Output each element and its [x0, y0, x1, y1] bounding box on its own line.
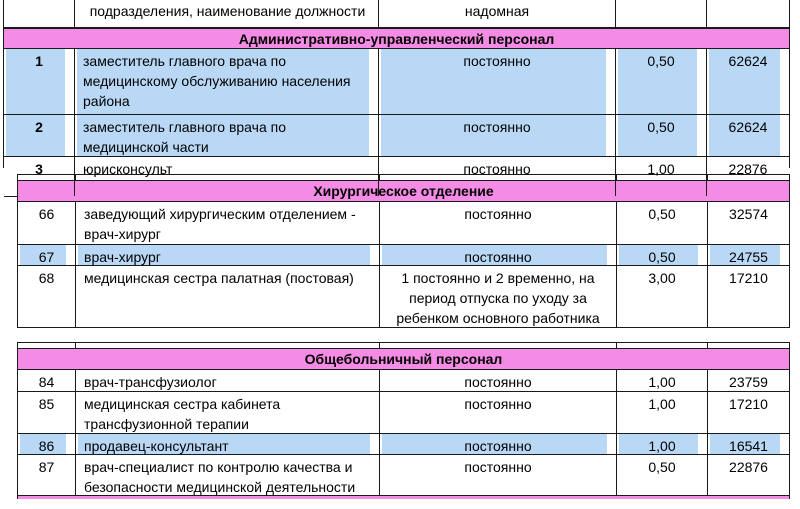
staffing-table-surgery [17, 174, 790, 328]
column-header-row [4, 0, 789, 28]
salary-cell[interactable]: 17210 [729, 396, 768, 412]
work-type-cell[interactable]: постоянно [380, 434, 617, 454]
work-type-header-text: надомная [464, 3, 530, 19]
rate-cell[interactable]: 1,00 [616, 157, 707, 196]
salary-cell[interactable]: 17210 [729, 270, 768, 286]
rate-cell[interactable]: 1,00 [617, 392, 708, 433]
work-type-cell[interactable]: 1 постоянно и 2 временно, на период отпуска по уходу за ребенком основного работника [380, 266, 617, 327]
work-type-cell[interactable]: постоянно [380, 370, 617, 391]
sliver-cell [76, 343, 380, 348]
position-cell[interactable]: заведующий хирургическим отделением - врач-хирург [76, 202, 380, 244]
sliver-cell [708, 343, 789, 348]
rate-cell[interactable]: 0,50 [617, 202, 708, 244]
row-number-cell[interactable]: 67 [18, 245, 76, 265]
rate-cell[interactable]: 0,50 [617, 245, 708, 265]
work-type-cell[interactable]: постоянно [380, 392, 617, 433]
work-type-cell[interactable]: постоянно [380, 455, 617, 495]
position-cell[interactable]: врач-специалист по контролю качества и безопасности медицинской деятельности [76, 455, 380, 495]
position-header-text: подразделения, наименование должности [89, 3, 366, 19]
rate-cell[interactable]: 3,00 [617, 266, 708, 327]
work-type-header-cell[interactable] [379, 0, 616, 27]
table-row [18, 455, 789, 496]
salary-cell[interactable]: 24755 [708, 245, 789, 265]
work-type-cell[interactable]: постоянно [379, 115, 616, 156]
number-header-cell[interactable] [4, 0, 75, 27]
salary-cell[interactable]: 62624 [707, 49, 789, 114]
position-cell[interactable]: продавец-консультант [76, 434, 380, 454]
rate-cell[interactable]: 0,50 [616, 115, 707, 156]
position-cell[interactable]: заместитель главного врача по медицинской части [75, 115, 379, 156]
table-row [4, 115, 789, 157]
row-number-cell[interactable]: 85 [18, 392, 76, 433]
staffing-table-admin [3, 0, 790, 177]
table-row [18, 202, 789, 245]
sliver-cell [380, 343, 617, 348]
sliver-cell [617, 343, 708, 348]
row-number-cell[interactable]: 2 [4, 115, 75, 156]
row-number-cell[interactable]: 84 [18, 370, 76, 391]
table-row [4, 49, 789, 115]
position-header-cell[interactable] [75, 0, 379, 27]
position-cell[interactable]: юрисконсульт [75, 157, 379, 196]
salary-cell[interactable]: 22876 [728, 161, 768, 177]
rate-cell[interactable]: 0,50 [617, 455, 708, 495]
position-cell[interactable]: врач-трансфузиолог [76, 370, 380, 391]
salary-cell[interactable]: 23759 [729, 374, 768, 390]
section-header-admin[interactable]: Административно-управленческий персонал [4, 28, 789, 49]
sliver-cell [18, 343, 76, 348]
rate-cell[interactable]: 1,00 [617, 370, 708, 391]
rate-cell[interactable]: 0,50 [616, 49, 707, 114]
salary-header-cell[interactable] [707, 0, 789, 27]
sliver-cell [708, 175, 789, 180]
table-row [18, 434, 789, 455]
section-header-general[interactable]: Общебольничный персонал [18, 349, 789, 370]
position-cell[interactable]: медицинская сестра палатная (постовая) [76, 266, 380, 327]
staffing-table-general [17, 342, 790, 499]
table-row [18, 370, 789, 392]
table-row [18, 266, 789, 328]
sliver-cell [18, 175, 76, 180]
position-cell[interactable]: медицинская сестра кабинета трансфузионной терапии [76, 392, 380, 433]
table-row [18, 392, 789, 434]
position-cell[interactable]: врач-хирург [76, 245, 380, 265]
position-cell[interactable]: заместитель главного врача по медицинскому обслуживанию населения района [75, 49, 379, 114]
sliver-cell [617, 175, 708, 180]
work-type-cell[interactable]: постоянно [379, 157, 616, 196]
row-number-cell[interactable]: 68 [18, 266, 76, 327]
table-row [18, 245, 789, 266]
row-number-cell[interactable]: 3 [4, 157, 75, 196]
salary-cell[interactable]: 32574 [729, 206, 768, 222]
sliver-cell [76, 175, 380, 180]
row-number-cell[interactable]: 1 [4, 49, 75, 114]
salary-cell[interactable]: 16541 [708, 434, 789, 454]
row-number-cell[interactable]: 86 [18, 434, 76, 454]
work-type-cell[interactable]: постоянно [380, 202, 617, 244]
sliver-cell [380, 175, 617, 180]
rate-cell[interactable]: 1,00 [617, 434, 708, 454]
rate-header-cell[interactable] [616, 0, 707, 27]
salary-cell[interactable]: 22876 [729, 459, 768, 475]
row-number-cell[interactable]: 87 [18, 455, 76, 495]
salary-cell[interactable]: 62624 [707, 115, 789, 156]
row-number-cell[interactable]: 66 [18, 202, 76, 244]
section-header-surgery[interactable]: Хирургическое отделение [18, 181, 789, 202]
work-type-cell[interactable]: постоянно [379, 49, 616, 114]
work-type-cell[interactable]: постоянно [380, 245, 617, 265]
